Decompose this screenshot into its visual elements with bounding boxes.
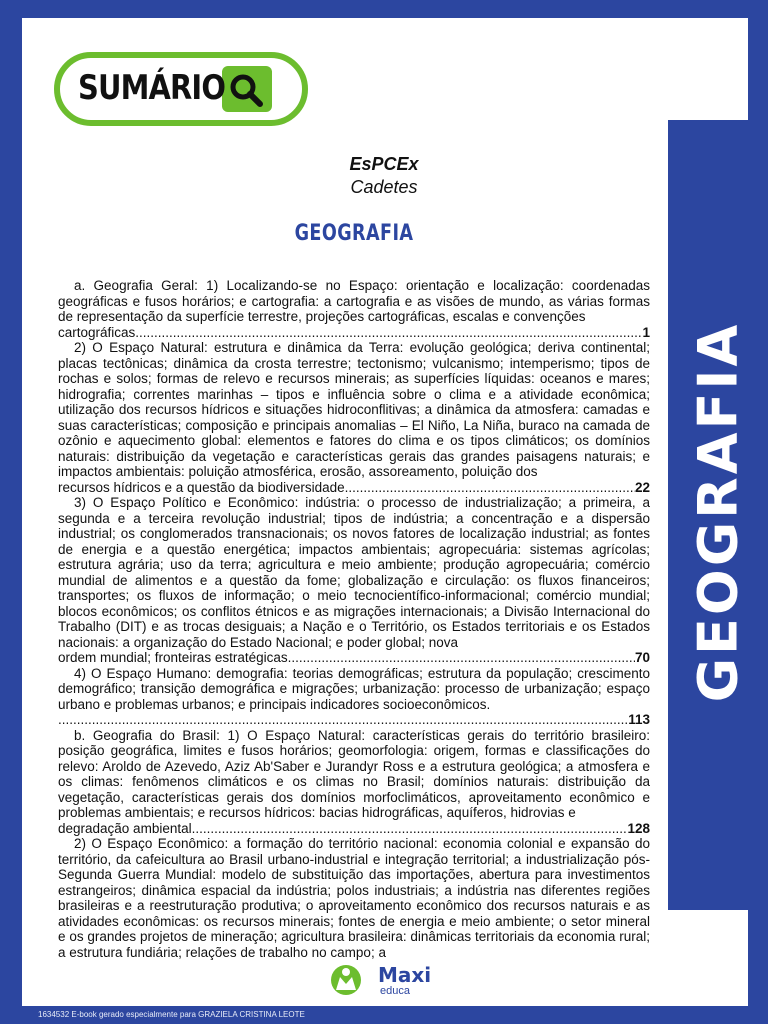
publisher-tagline: educa — [380, 985, 410, 997]
leader-dots — [291, 650, 635, 666]
course-title: Cadetes — [350, 177, 418, 197]
institution-title: EsPCEx — [349, 154, 419, 174]
toc — [58, 278, 650, 960]
toc-page-number: 70 — [634, 650, 650, 665]
toc-entry-page-line — [58, 480, 650, 496]
sumario-title: SUMÁRIO — [78, 68, 226, 108]
toc-entry[interactable] — [58, 836, 650, 960]
toc-entry-page-line — [58, 712, 650, 728]
toc-entry-tail: cartográficas. — [58, 324, 140, 340]
side-subject-label: GEOGRAFIA — [686, 321, 750, 703]
toc-entry-text: a. Geografia Geral: 1) Localizando-se no Espaço: orientação e localização: coordenadas geográficas e fusos horários; e cartografia: a cartografia e as visões de mundo, as várias formas de representação da superfície terrestre, projeções cartográficas, escalas e convenções — [58, 278, 650, 324]
leader-dots — [348, 480, 635, 496]
leader-dots — [58, 712, 628, 728]
toc-entry-page-line — [58, 325, 650, 341]
leader-dots — [195, 821, 627, 837]
toc-page-number: 128 — [627, 820, 650, 836]
publisher-name: Maxi — [378, 963, 432, 987]
subject-heading: GEOGRAFIA — [294, 221, 414, 246]
toc-entry[interactable] — [58, 666, 650, 728]
toc-page-number: 1 — [642, 324, 650, 340]
toc-entry-text: 2) O Espaço Econômico: a formação do território nacional: economia colonial e expansão do território, da cafeicultura ao Brasil urbano-industrial e integração territorial; a industrialização pós-Segunda Guerra Mundial: modelo de substituição das importações, abertura para investimentos estrangeiros; dinâmica espacial da indústria; polos industriais; a indústria nas diferentes regiões brasileiras e a reestruturação produtiva; o aproveitamento econômico dos recursos naturais e as atividades econômicas: os recursos minerais; fontes de energia e meio ambiente; o setor mineral e os grandes projetos de mineração; agricultura brasileira: dinâmicas territoriais da economia rural; a estrutura fundiária; relações de trabalho no campo; a — [58, 836, 650, 960]
toc-entry-page-line — [58, 821, 650, 837]
toc-entry-tail: ordem mundial; fronteiras estratégicas. — [58, 650, 292, 665]
toc-entry-text: 4) O Espaço Humano: demografia: teorias demográficas; estrutura da população; crescimento demográfico; transição demográfica e migrações; urbanização: processo de urbanização; espaço urbano e problemas urbanos; e principais indicadores socioeconômicos. — [58, 665, 650, 712]
toc-page-number: 113 — [628, 712, 650, 727]
search-icon — [226, 70, 270, 110]
toc-entry[interactable] — [58, 728, 650, 837]
toc-entry-tail: recursos hídricos e a questão da biodiversidade. — [58, 479, 349, 495]
toc-entry-text: 2) O Espaço Natural: estrutura e dinâmica da Terra: evolução geológica; deriva continental; placas tectônicas; dinâmica da crosta terrestre; tectonismo; vulcanismo; intemperismo; tipos de rochas e solos; formas de relevo e recursos minerais; as superfícies líquidas: oceanos e mares; hidrografia; correntes marinhas – tipos e influência sobre o clima e a atividade econômica; utilização dos recursos hídricos e situações hidroconflitivas; a dinâmica da atmosfera: camadas e suas características; composição e principais anomalias – El Niño, La Niña, buraco na camada de ozônio e aquecimento global: elementos e fatores do clima e os tipos climáticos; os domínios naturais: distribuição da vegetação e características gerais das grandes paisagens naturais; e impactos ambientais: poluição atmosférica, erosão, assoreamento, poluição dos — [58, 340, 650, 479]
toc-entry[interactable] — [58, 278, 650, 340]
footer-note: 1634532 E-book gerado especialmente para GRAZIELA CRISTINA LEOTE — [38, 1010, 305, 1019]
toc-entry-page-line — [58, 650, 650, 666]
leader-dots — [139, 325, 642, 341]
toc-page-number: 22 — [634, 479, 650, 495]
top-border — [0, 0, 768, 18]
toc-entry[interactable] — [58, 340, 650, 495]
toc-entry-text: b. Geografia do Brasil: 1) O Espaço Natural: características gerais do território brasileiro: posição geográfica, limites e fusos horários; geomorfologia: origem, formas e classificações do relevo: Aroldo de Azevedo, Aziz Ab'Saber e Jurandyr Ross e a estrutura geológica; a atmosfera e os climas: fenômenos climáticos e os climas no Brasil; domínios naturais: distribuição da vegetação, características gerais dos domínios morfoclimáticos, aproveitamento econômico e problemas ambientais; e recursos hídricos: bacias hidrográficas, aquíferos, hidrovias e — [58, 727, 650, 820]
toc-entry[interactable] — [58, 495, 650, 666]
toc-entry-tail: degradação ambiental. — [58, 820, 196, 836]
toc-entry-text: 3) O Espaço Político e Econômico: indústria: o processo de industrialização; a primeira, a segunda e a terceira revolução industrial; tipos de indústria; a concentração e a dispersão industrial; os conglomerados transnacionais; os novos fatores de localização industrial; as fontes de energia e a questão energética; impactos ambientais; agropecuária: sistemas agrícolas; estrutura agrária; uso da terra; agricultura e meio ambiente; produção agropecuária; comércio mundial de alimentos e a questão da fome; globalização e circulação: os fluxos financeiros; transportes; os fluxos de informação; o meio tecnocientífico-informacional; comércio mundial; blocos econômicos; os conflitos étnicos e as migrações internacionais; a Divisão Internacional do Trabalho (DIT) e as trocas desiguais; a Nação e o Território, os Estados territoriais e os Estados nacionais: a organização do Estado Nacional; e poder global; nova — [58, 495, 650, 650]
